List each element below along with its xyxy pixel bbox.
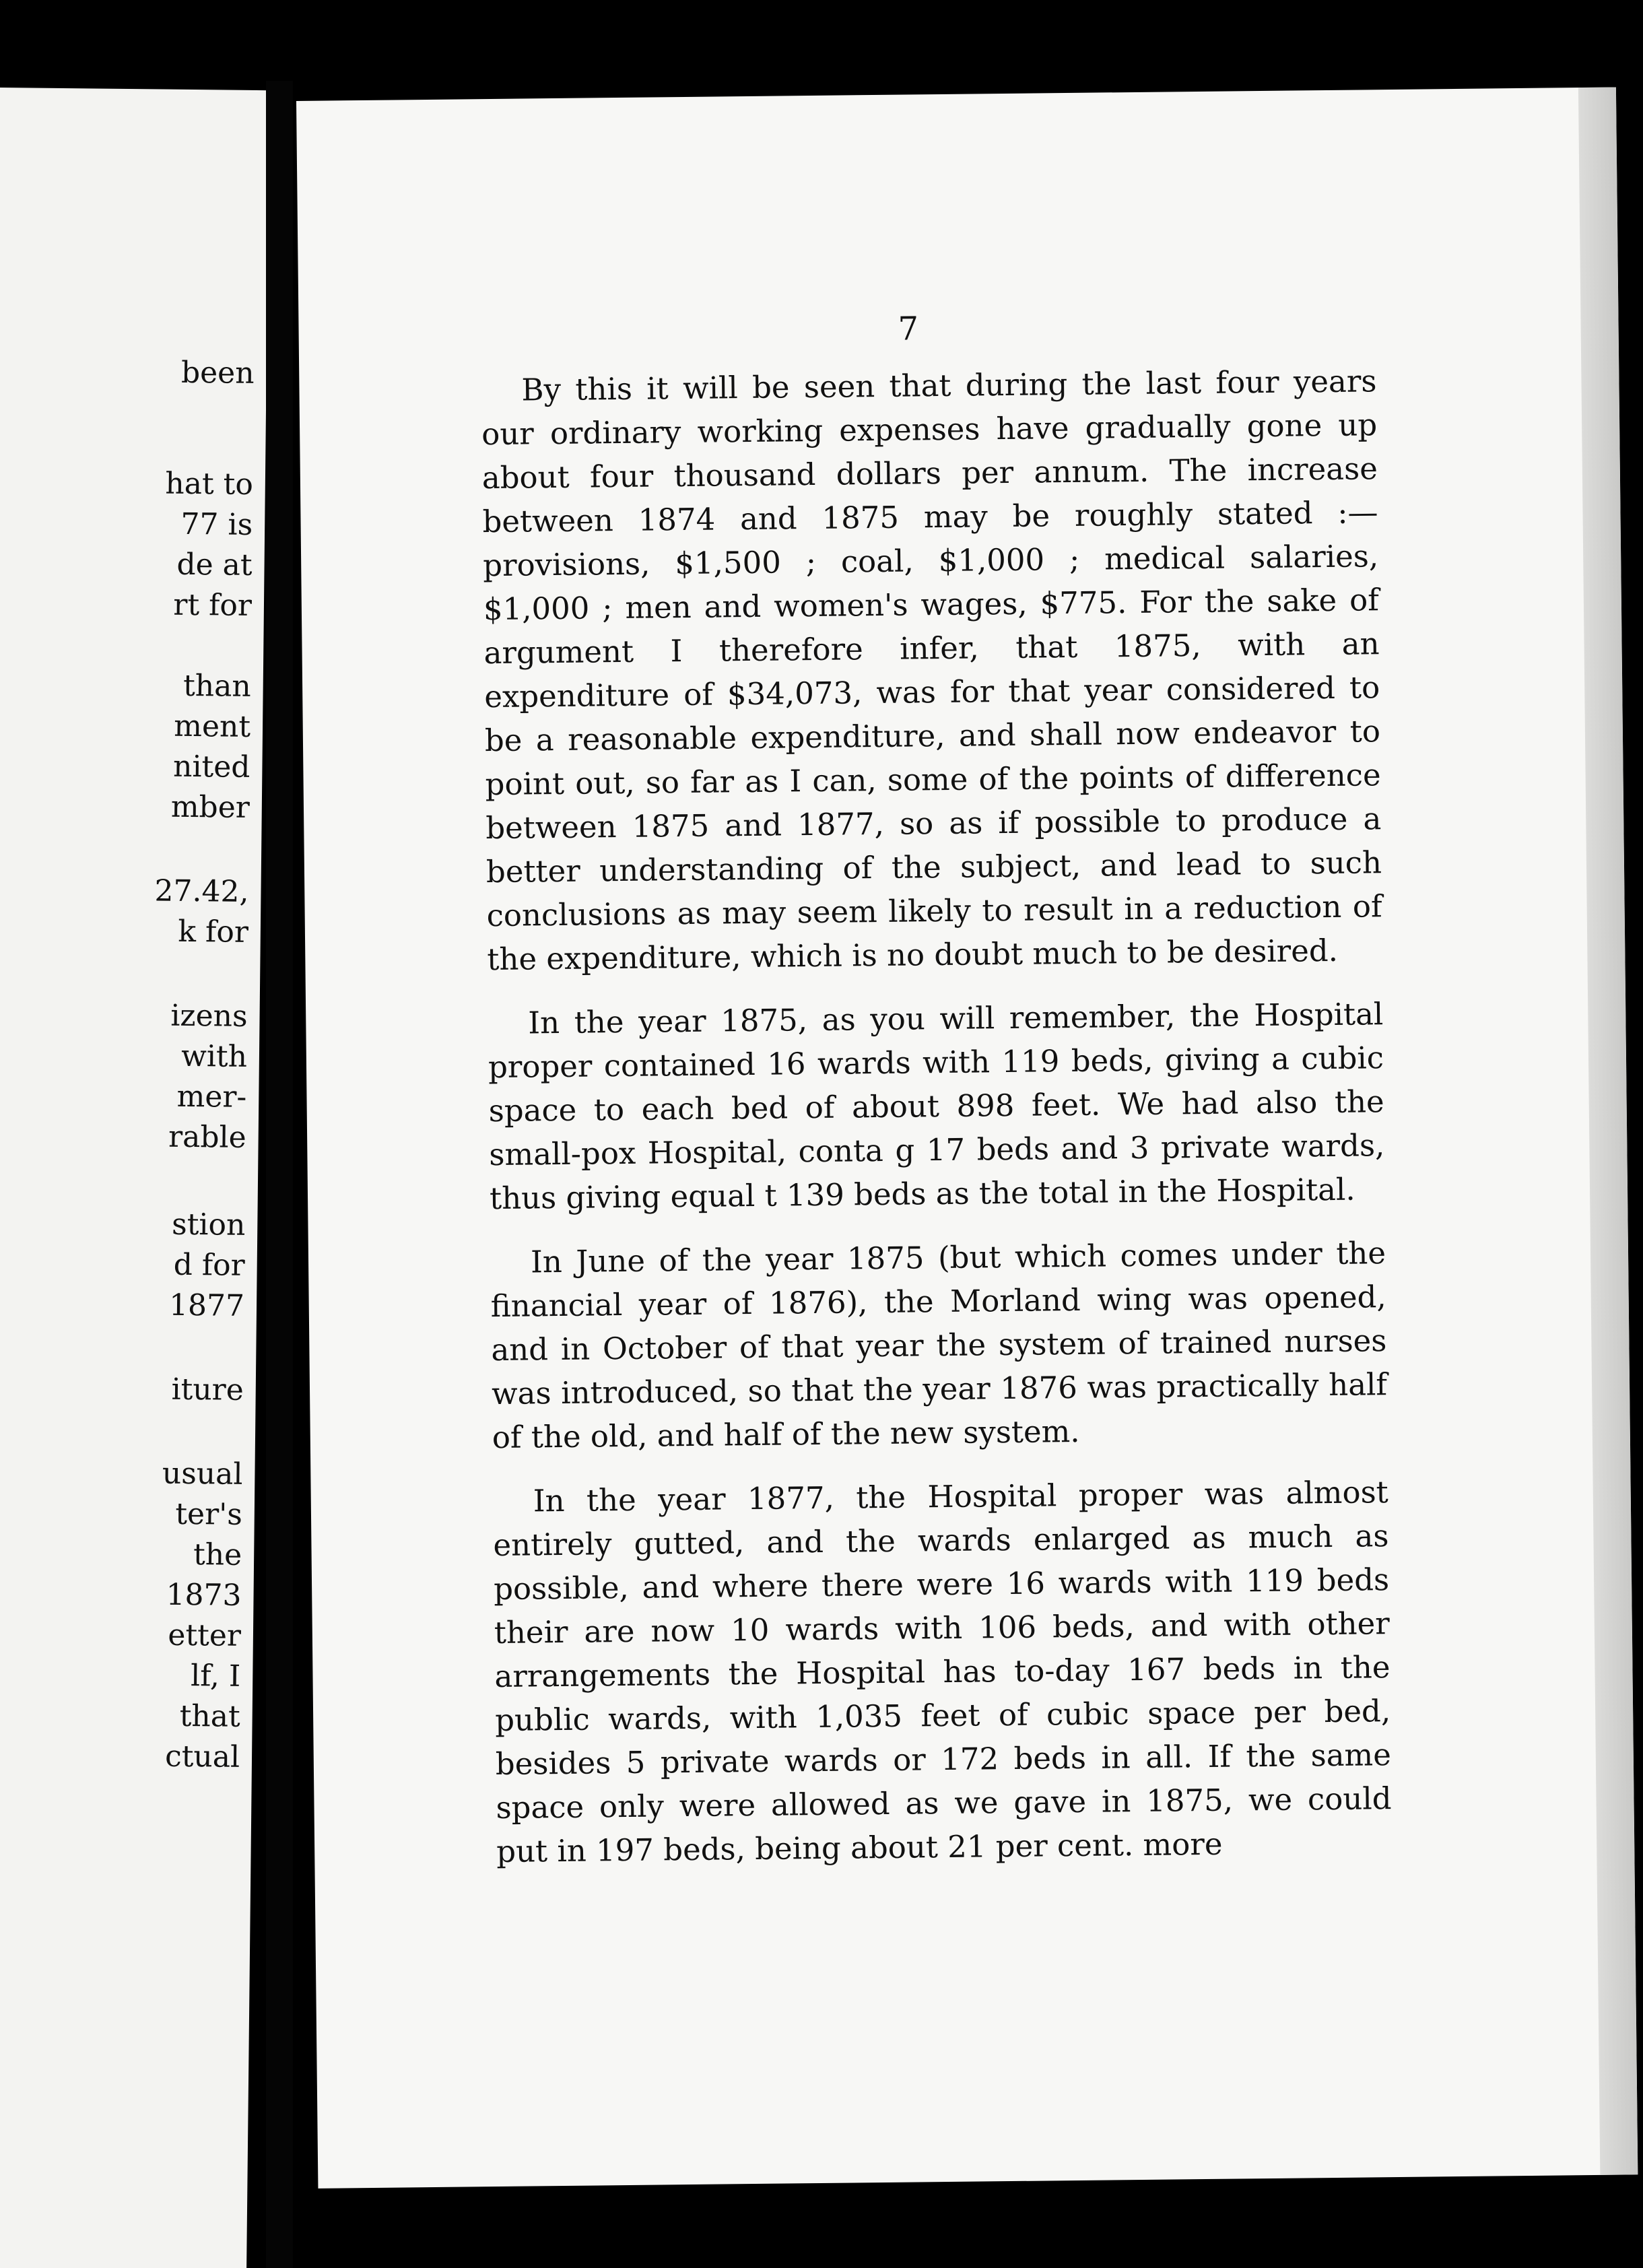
left-page-fragment: ment xyxy=(174,708,251,744)
page-number: 7 xyxy=(898,310,919,348)
left-page-fragment: usual xyxy=(162,1456,243,1492)
page-edge-shadow xyxy=(1578,87,1638,2174)
page-gutter xyxy=(266,81,293,2268)
left-page-fragment: stion xyxy=(171,1207,246,1242)
left-page-fragment: 1877 xyxy=(168,1288,245,1323)
left-page-fragment: 1873 xyxy=(166,1577,242,1613)
left-page-fragment: that xyxy=(179,1698,240,1734)
left-page-fragment: etter xyxy=(168,1617,242,1653)
left-page-fragment: 27.42, xyxy=(154,873,249,909)
left-page-fragment: the xyxy=(193,1537,242,1572)
previous-page xyxy=(0,88,269,2268)
paragraph-2: In the year 1875, as you will remember, the Hospital proper contained 16 wards with 119 beds, giving a cubic space to each bed of about 898 feet. We had also the small-pox Hospital, conta g 17 beds and 3 private wards, thus giving equal t 139 beds as the total in the Hospital. xyxy=(488,996,1385,1217)
left-page-fragment: rable xyxy=(168,1119,246,1155)
left-page-fragment: rt for xyxy=(173,587,253,623)
body-text xyxy=(481,359,1393,1894)
left-page-fragment: k for xyxy=(178,914,249,949)
current-page xyxy=(296,87,1638,2188)
left-page-fragment: hat to xyxy=(165,466,254,502)
paragraph-4: In the year 1877, the Hospital proper was almost entirely gutted, and the wards enlarged as much as possible, and where there were 16 wards with 119 beds their are now 10 wards with 106 beds, and with other arrangements the Hospital has to-day 167 beds in the public wards, with 1,035 feet of cubic space per bed, besides 5 private wards or 172 beds in all. If the same space only were allowed as we gave in 1875, we could put in 197 beds, being about 21 per cent. more xyxy=(493,1474,1392,1870)
paragraph-3: In June of the year 1875 (but which comes under the financial year of 1876), the Morland wing was opened, and in October of that year the system of trained nurses was introduced, so that the year 1876 was practically half of the old, and half of the new system. xyxy=(490,1235,1388,1456)
left-page-fragment: 77 is xyxy=(180,506,253,542)
left-page-fragment: been xyxy=(180,355,255,391)
left-page-fragment: lf, I xyxy=(190,1659,241,1694)
left-page-fragment: iture xyxy=(171,1372,244,1407)
left-page-fragment: d for xyxy=(173,1247,245,1283)
left-page-fragment: than xyxy=(182,668,251,704)
left-page-fragment: ter's xyxy=(175,1496,243,1532)
left-page-fragment: mber xyxy=(170,789,250,825)
left-page-fragment: ctual xyxy=(164,1739,240,1774)
left-page-fragment: mer- xyxy=(176,1079,247,1114)
paragraph-1: By this it will be seen that during the last four years our ordinary working expenses have gradually gone up about four thousand dollars per annum. The increase between 1874 and 1875 may be roughly stated :— provisions, $1,500 ; coal, $1,000 ; medical salaries, $1,000 ; men and women's wages, $775. For the sake of argument I therefore infer, that 1875, with an expenditure of $34,073, was for that year considered to be a reasonable expenditure, and shall now endeavor to point out, so far as I can, some of the points of difference between 1875 and 1877, so as if possible to produce a better understanding of the subject, and lead to such conclusions as may seem likely to result in a reduction of the expenditure, which is no doubt much to be desired. xyxy=(481,363,1382,978)
left-page-fragment: de at xyxy=(176,547,253,582)
left-page-fragment: izens xyxy=(170,998,248,1034)
left-page-fragment: nited xyxy=(172,749,250,785)
left-page-fragment: with xyxy=(180,1038,248,1074)
